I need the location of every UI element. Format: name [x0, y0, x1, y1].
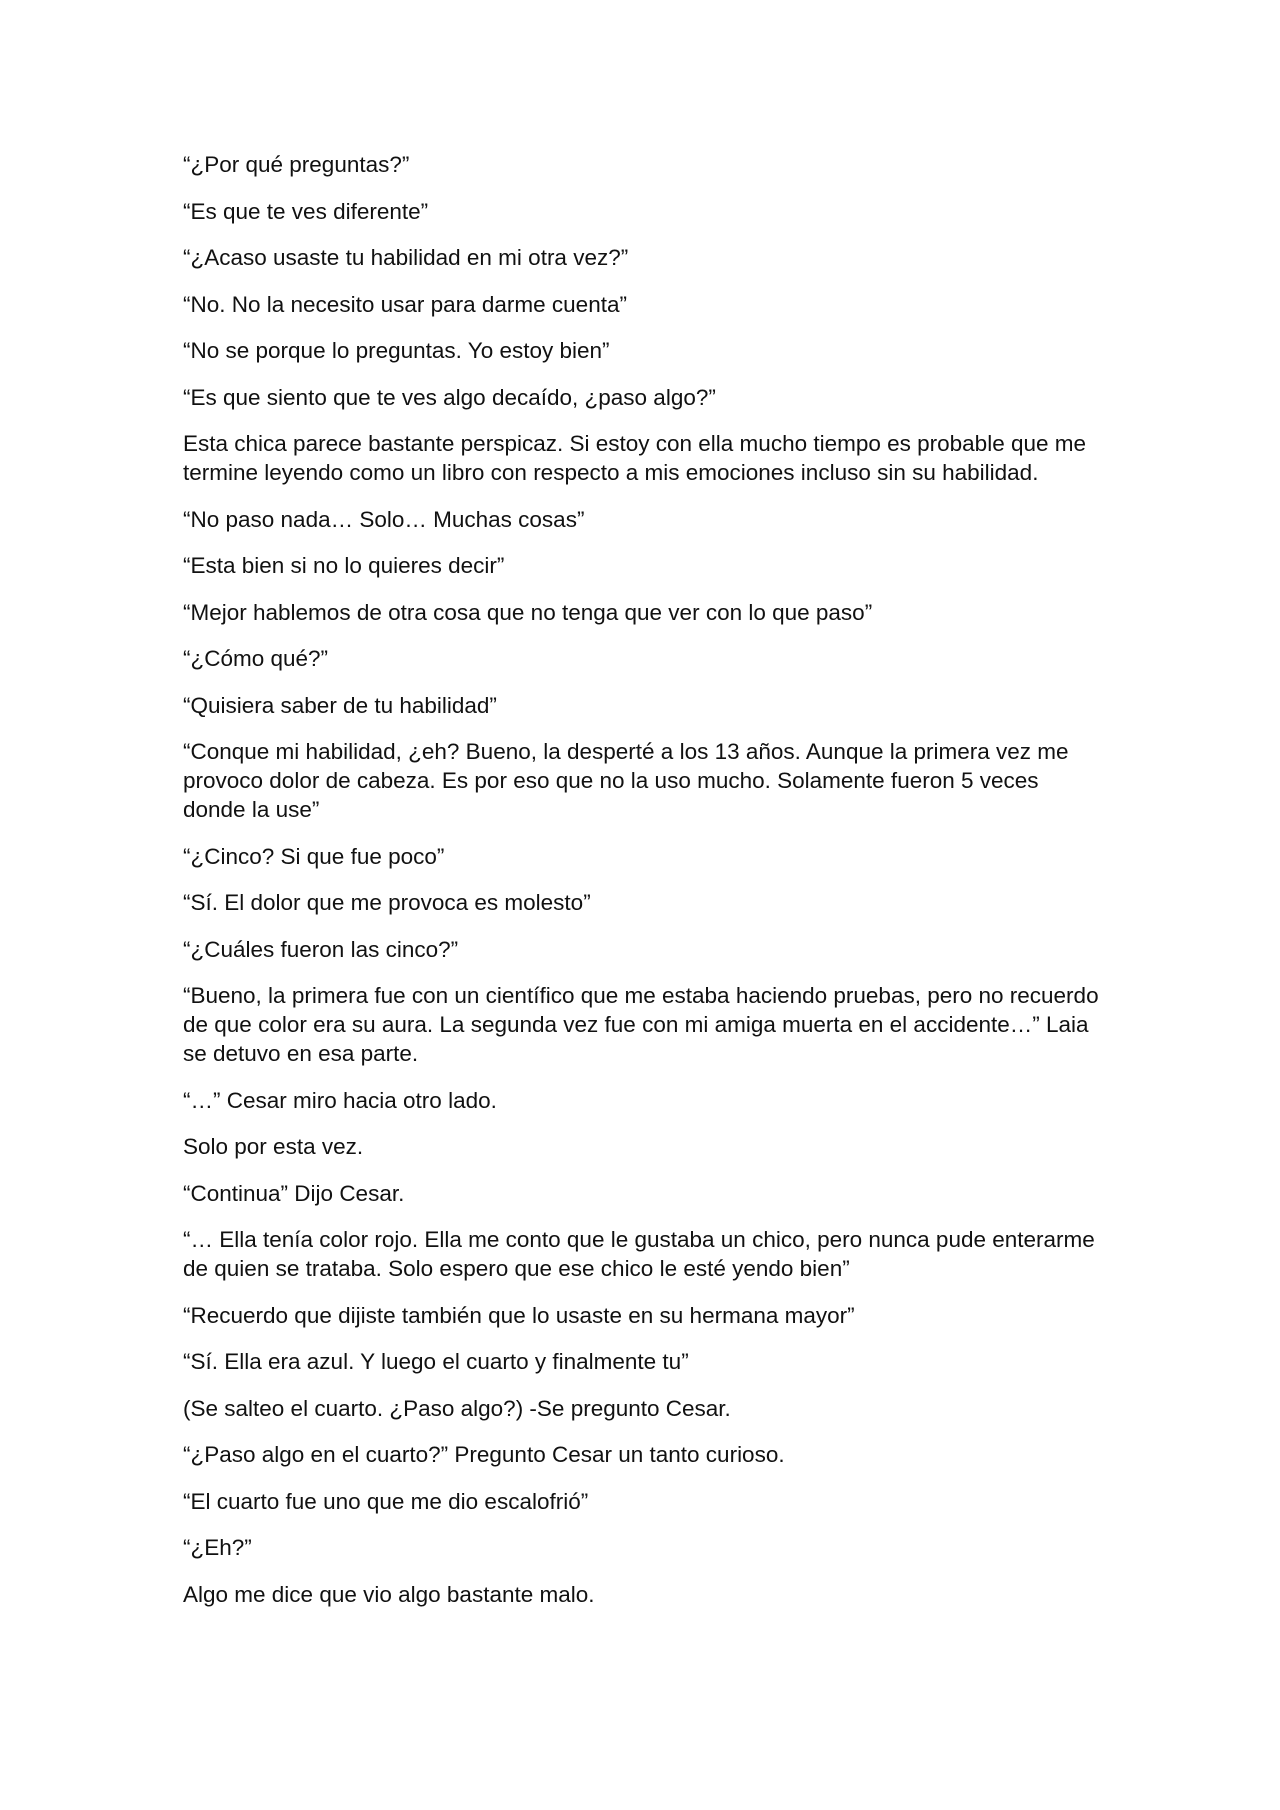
paragraph: “Bueno, la primera fue con un científico que me estaba haciendo pruebas, pero no recuerdo de que color era su aura. La segunda vez fue con mi amiga muerta en el accidente…” Laia se detuvo en esa parte.: [183, 983, 1099, 1066]
paragraph: Algo me dice que vio algo bastante malo.: [183, 1581, 595, 1607]
paragraph: “Sí. Ella era azul. Y luego el cuarto y finalmente tu”: [183, 1349, 689, 1374]
paragraph: “¿Cómo qué?”: [183, 646, 329, 671]
paragraph: “Es que te ves diferente”: [183, 198, 429, 224]
paragraph: “Recuerdo que dijiste también que lo usaste en su hermana mayor”: [183, 1302, 855, 1328]
paragraph: “… Ella tenía color rojo. Ella me conto que le gustaba un chico, pero nunca pude enterarme de quien se trataba. Solo espero que ese chico le esté yendo bien”: [183, 1227, 1095, 1281]
paragraph: “El cuarto fue uno que me dio escalofrió”: [183, 1488, 589, 1514]
paragraph: “Continua” Dijo Cesar.: [183, 1180, 405, 1206]
paragraph: “Mejor hablemos de otra cosa que no tenga que ver con lo que paso”: [183, 599, 873, 625]
paragraph: Esta chica parece bastante perspicaz. Si estoy con ella mucho tiempo es probable que me termine leyendo como un libro con respecto a mis emociones incluso sin su habilidad.: [183, 431, 1087, 485]
paragraph: “No se porque lo preguntas. Yo estoy bien”: [183, 338, 610, 363]
paragraph: “¿Paso algo en el cuarto?” Pregunto Cesar un tanto curioso.: [183, 1442, 785, 1467]
paragraph: “Quisiera saber de tu habilidad”: [183, 692, 497, 718]
paragraph: “¿Eh?”: [183, 1535, 252, 1560]
paragraph: “Conque mi habilidad, ¿eh? Bueno, la desperté a los 13 años. Aunque la primera vez me provoco dolor de cabeza. Es por eso que no la uso mucho. Solamente fueron 5 veces donde la use”: [183, 739, 1069, 822]
paragraph: “¿Acaso usaste tu habilidad en mi otra vez?”: [183, 245, 629, 270]
paragraph: “Esta bien si no lo quieres decir”: [183, 553, 505, 578]
paragraph: “No paso nada… Solo… Muchas cosas”: [183, 506, 585, 532]
paragraph: (Se salteo el cuarto. ¿Paso algo?) -Se pregunto Cesar.: [183, 1395, 731, 1421]
paragraph: “Es que siento que te ves algo decaído, ¿paso algo?”: [183, 384, 716, 410]
paragraph: “¿Cinco? Si que fue poco”: [183, 843, 445, 869]
paragraph: “¿Cuáles fueron las cinco?”: [183, 936, 459, 962]
paragraph: “Sí. El dolor que me provoca es molesto”: [183, 890, 591, 915]
paragraph: “No. No la necesito usar para darme cuenta”: [183, 291, 627, 317]
paragraph: Solo por esta vez.: [183, 1134, 364, 1159]
paragraph: “¿Por qué preguntas?”: [183, 152, 410, 177]
document-body: [183, 150, 1103, 1626]
paragraph: “…” Cesar miro hacia otro lado.: [183, 1087, 497, 1113]
